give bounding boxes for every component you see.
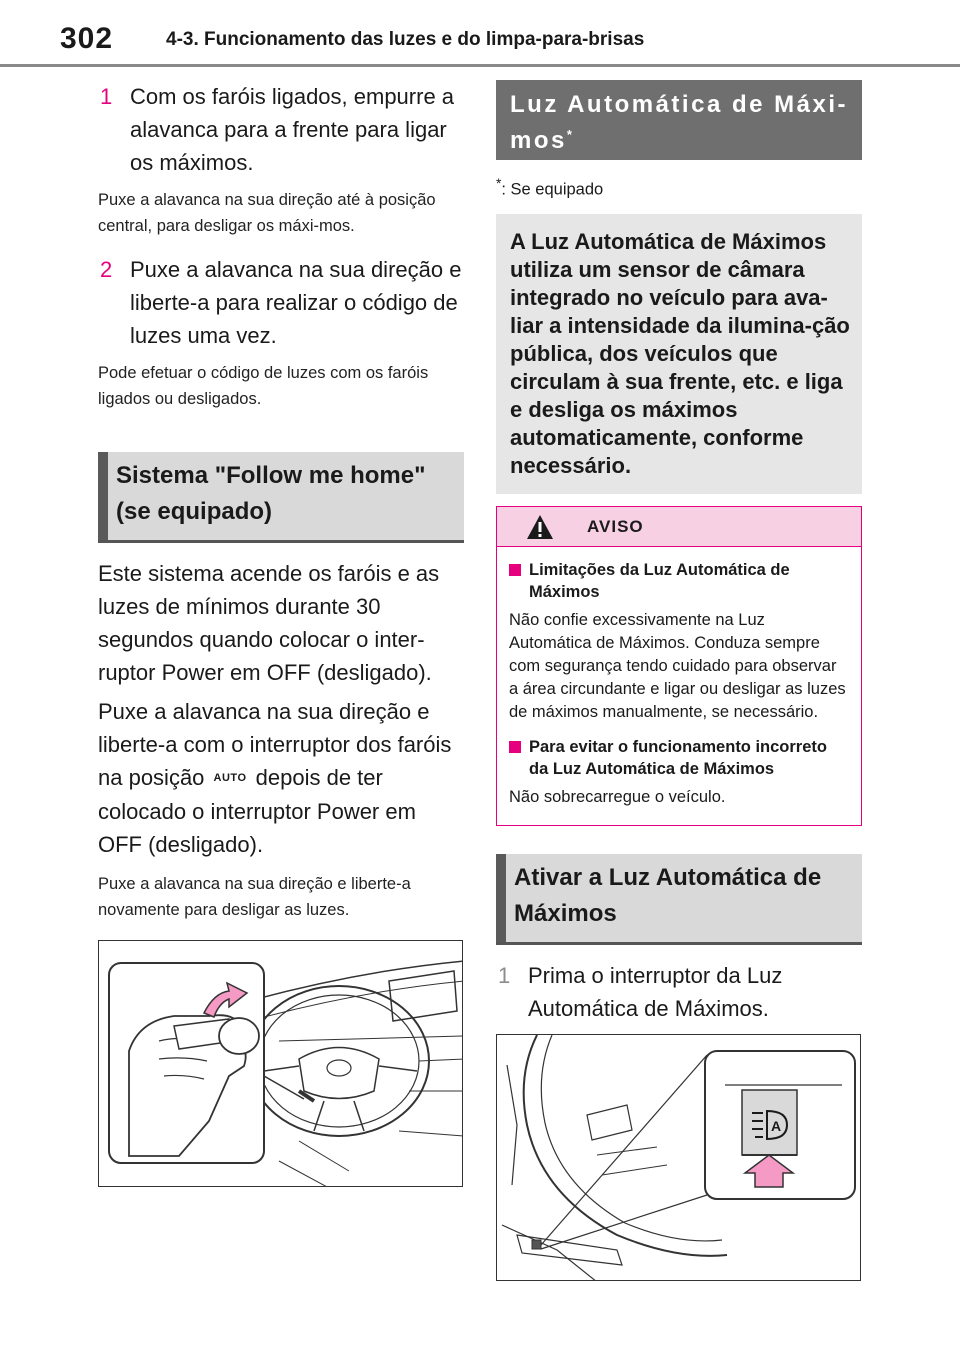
page-number: 302 bbox=[60, 22, 114, 55]
footnote-text: : Se equipado bbox=[501, 180, 604, 199]
switch-letter: A bbox=[771, 1118, 782, 1134]
warning-item-text: Não sobrecarregue o veículo. bbox=[509, 787, 726, 806]
step-number: 1 bbox=[498, 962, 511, 988]
body-text-part: Puxe a alavanca na sua direção e liberte-a com o interruptor dos faróis na posição bbox=[98, 699, 452, 790]
body-text-part: depois de ter colocado o interruptor Power em OFF (desligado). bbox=[98, 765, 416, 857]
warning-item-heading: Limitações da Luz Automática de Máximos bbox=[529, 560, 790, 601]
step-text: Com os faróis ligados, empurre a alavanca para a frente para ligar os máximos. bbox=[130, 84, 455, 175]
warning-item-text: Não confie excessivamente na Luz Automática de Máximos. Conduza sempre com segurança tendo cuidado para observar a área circundante e ligar ou desligar as luzes de máximos manualmente, se necessário. bbox=[509, 610, 846, 721]
section-header-follow-me-home bbox=[98, 452, 464, 543]
header-divider bbox=[0, 64, 960, 67]
section-title: Ativar a Luz Automática de Máximos bbox=[514, 863, 822, 927]
section-header-auto-high-beam bbox=[496, 80, 862, 160]
page-header bbox=[0, 0, 960, 70]
warning-item-title bbox=[509, 559, 847, 603]
warning-header bbox=[497, 507, 861, 547]
section-title: Sistema "Follow me home" (se equipado) bbox=[116, 462, 426, 525]
step-text: Puxe a alavanca na sua direção e liberte-a para realizar o código de luzes uma vez. bbox=[130, 257, 462, 348]
note-text: Puxe a alavanca na sua direção até à posição central, para desligar os máxi-mos. bbox=[98, 191, 436, 235]
intro-text: A Luz Automática de Máximos utiliza um sensor de câmara integrado no veículo para ava-liar a intensidade da ilumina-ção pública, dos veículos que circulam à sua frente, etc. e liga e desliga os máximos automaticamente, conforme necessário. bbox=[510, 228, 850, 478]
footnote-mark: * bbox=[496, 176, 502, 191]
lever-illustration bbox=[98, 940, 463, 1187]
section-title bbox=[510, 90, 848, 156]
warning-icon bbox=[525, 513, 555, 541]
footnote-mark: * bbox=[566, 127, 575, 142]
section-title-text: Luz Automática de Máxi-mos bbox=[510, 91, 848, 154]
chapter-title: 4-3. Funcionamento das luzes e do limpa-para-brisas bbox=[166, 29, 645, 50]
auto-symbol: AUTO bbox=[213, 772, 247, 784]
warning-box bbox=[496, 506, 862, 826]
body-paragraph bbox=[98, 695, 464, 861]
note-text: Pode efetuar o código de luzes com os faróis ligados ou desligados. bbox=[98, 364, 429, 408]
warning-title: AVISO bbox=[587, 516, 644, 536]
note-text: Puxe a alavanca na sua direção e liberte-a novamente para desligar as luzes. bbox=[98, 875, 411, 919]
body-paragraph: Este sistema acende os faróis e as luzes de mínimos durante 30 segundos quando colocar o inter-ruptor Power em OFF (desligado). bbox=[98, 561, 440, 685]
switch-drawing bbox=[497, 1035, 861, 1281]
step-1 bbox=[98, 80, 464, 179]
warning-item-heading: Para evitar o funcionamento incorreto da Luz Automática de Máximos bbox=[529, 737, 827, 778]
bullet-square-icon bbox=[509, 564, 521, 576]
step-text: Prima o interruptor da Luz Automática de Máximos. bbox=[528, 962, 783, 1021]
step-number: 2 bbox=[100, 257, 113, 282]
left-column bbox=[98, 80, 464, 937]
step-2 bbox=[98, 253, 464, 352]
section-header-activate bbox=[496, 854, 862, 945]
intro-box bbox=[496, 214, 862, 494]
right-column bbox=[496, 80, 862, 1033]
footnote bbox=[496, 176, 862, 200]
warning-item-title bbox=[509, 736, 847, 780]
bullet-square-icon bbox=[509, 741, 521, 753]
switch-illustration bbox=[496, 1034, 861, 1281]
warning-body bbox=[497, 547, 861, 825]
step-1 bbox=[496, 959, 862, 1025]
lever-drawing bbox=[99, 941, 463, 1187]
step-number: 1 bbox=[100, 84, 113, 109]
